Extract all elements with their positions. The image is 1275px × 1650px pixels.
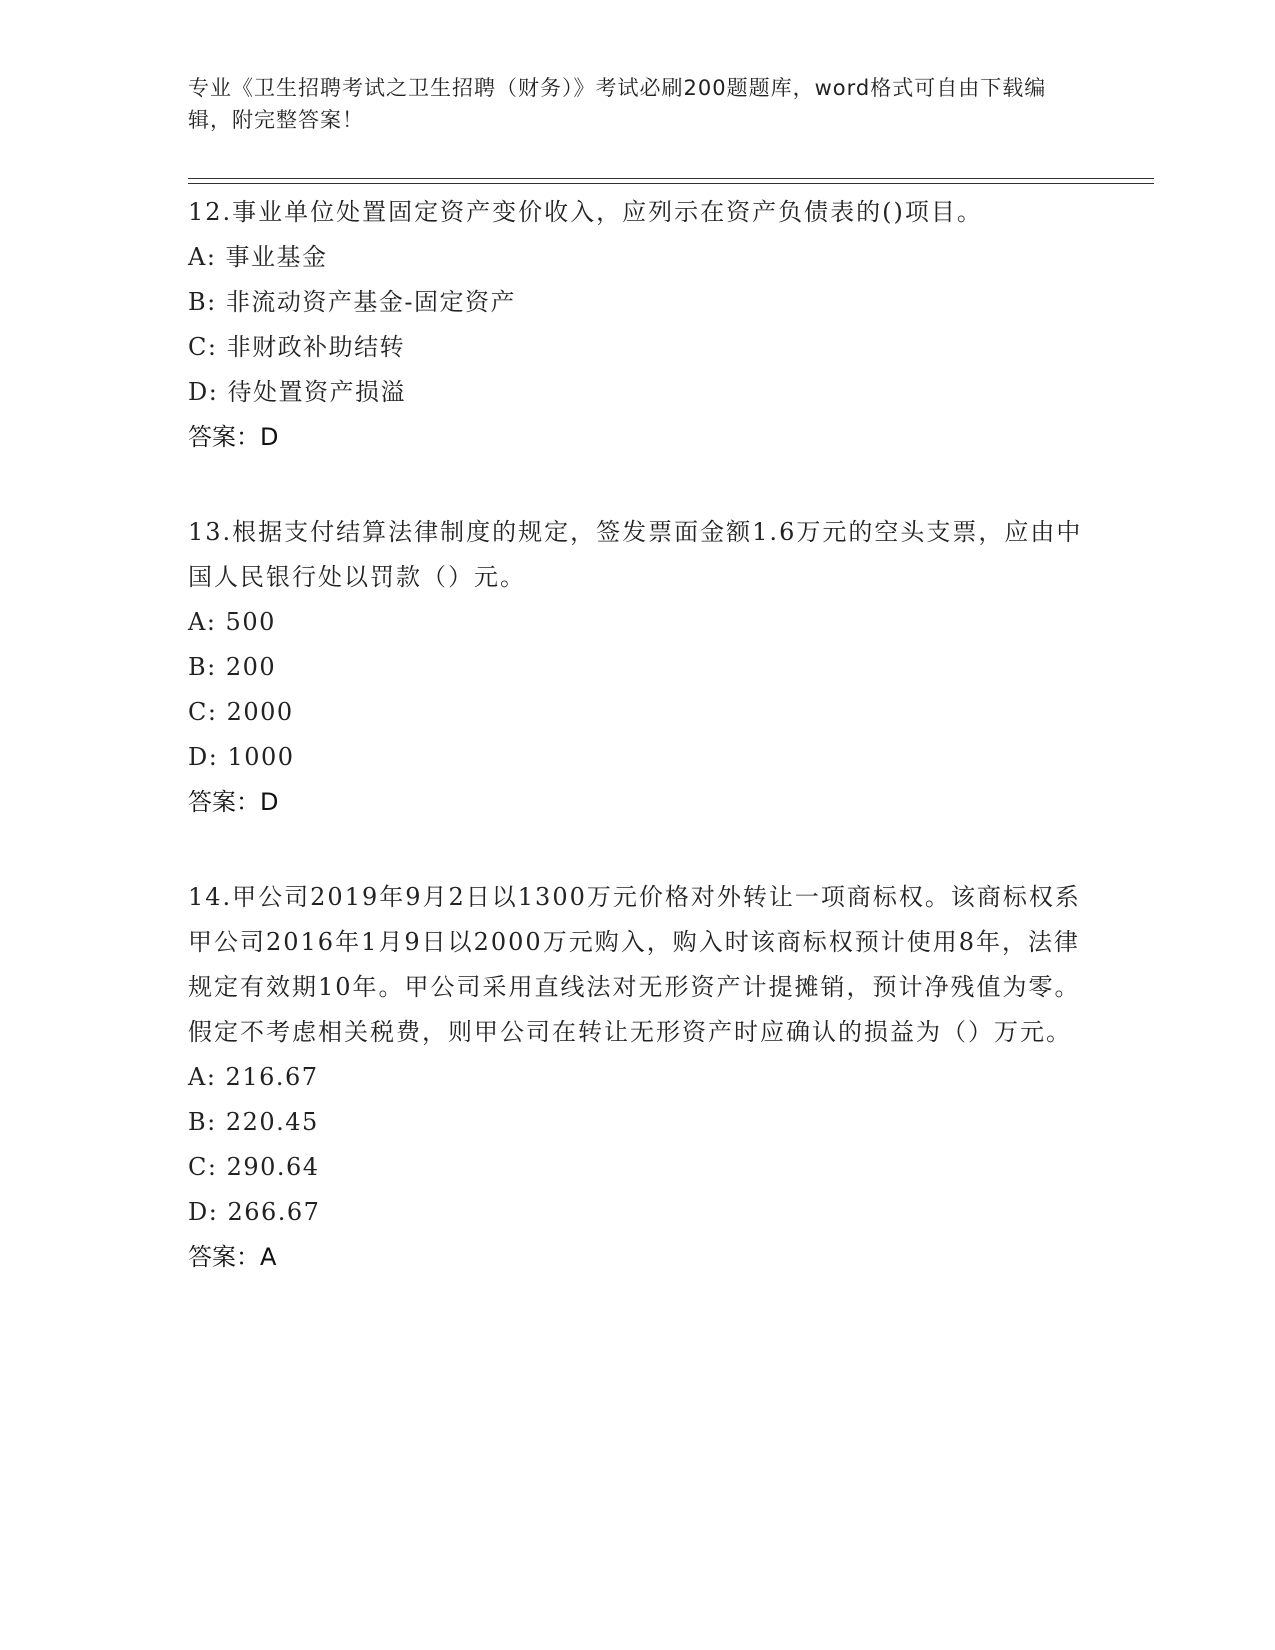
option-a: A: 216.67	[188, 1063, 319, 1091]
question-stem: 12.事业单位处置固定资产变价收入，应列示在资产负债表的()项目。	[188, 198, 983, 226]
document-header: 专业《卫生招聘考试之卫生招聘（财务）》考试必刷200题题库，word格式可自由下载编辑，附完整答案！	[188, 76, 1047, 132]
question-14	[188, 875, 1088, 1280]
option-c: C: 2000	[188, 698, 294, 726]
header-divider-top	[188, 178, 1154, 179]
option-d: D: 1000	[188, 743, 295, 771]
answer-line: 答案：D	[188, 423, 279, 451]
option-b: B: 220.45	[188, 1108, 319, 1136]
question-stem: 14.甲公司2019年9月2日以1300万元价格对外转让一项商标权。该商标权系甲公司2016年1月9日以2000万元购入，购入时该商标权预计使用8年，法律规定有效期10年。甲公司采用直线法对无形资产计提摊销，预计净残值为零。假定不考虑相关税费，则甲公司在转让无形资产时应确认的损益为（）万元。	[188, 883, 1081, 1046]
option-b: B: 非流动资产基金-固定资产	[188, 288, 516, 316]
question-12	[188, 190, 1088, 460]
option-d: D: 待处置资产损溢	[188, 378, 406, 406]
option-a: A: 500	[188, 608, 276, 636]
option-b: B: 200	[188, 653, 277, 681]
option-d: D: 266.67	[188, 1198, 321, 1226]
option-c: C: 290.64	[188, 1153, 320, 1181]
answer-line: 答案：A	[188, 1243, 277, 1271]
option-a: A: 事业基金	[188, 243, 328, 271]
option-c: C: 非财政补助结转	[188, 333, 406, 361]
header-divider-bottom	[188, 183, 1154, 184]
question-stem: 13.根据支付结算法律制度的规定，签发票面金额1.6万元的空头支票，应由中国人民银行处以罚款（）元。	[188, 518, 1083, 591]
question-13	[188, 510, 1088, 825]
answer-line: 答案：D	[188, 788, 279, 816]
question-list	[188, 190, 1088, 1330]
